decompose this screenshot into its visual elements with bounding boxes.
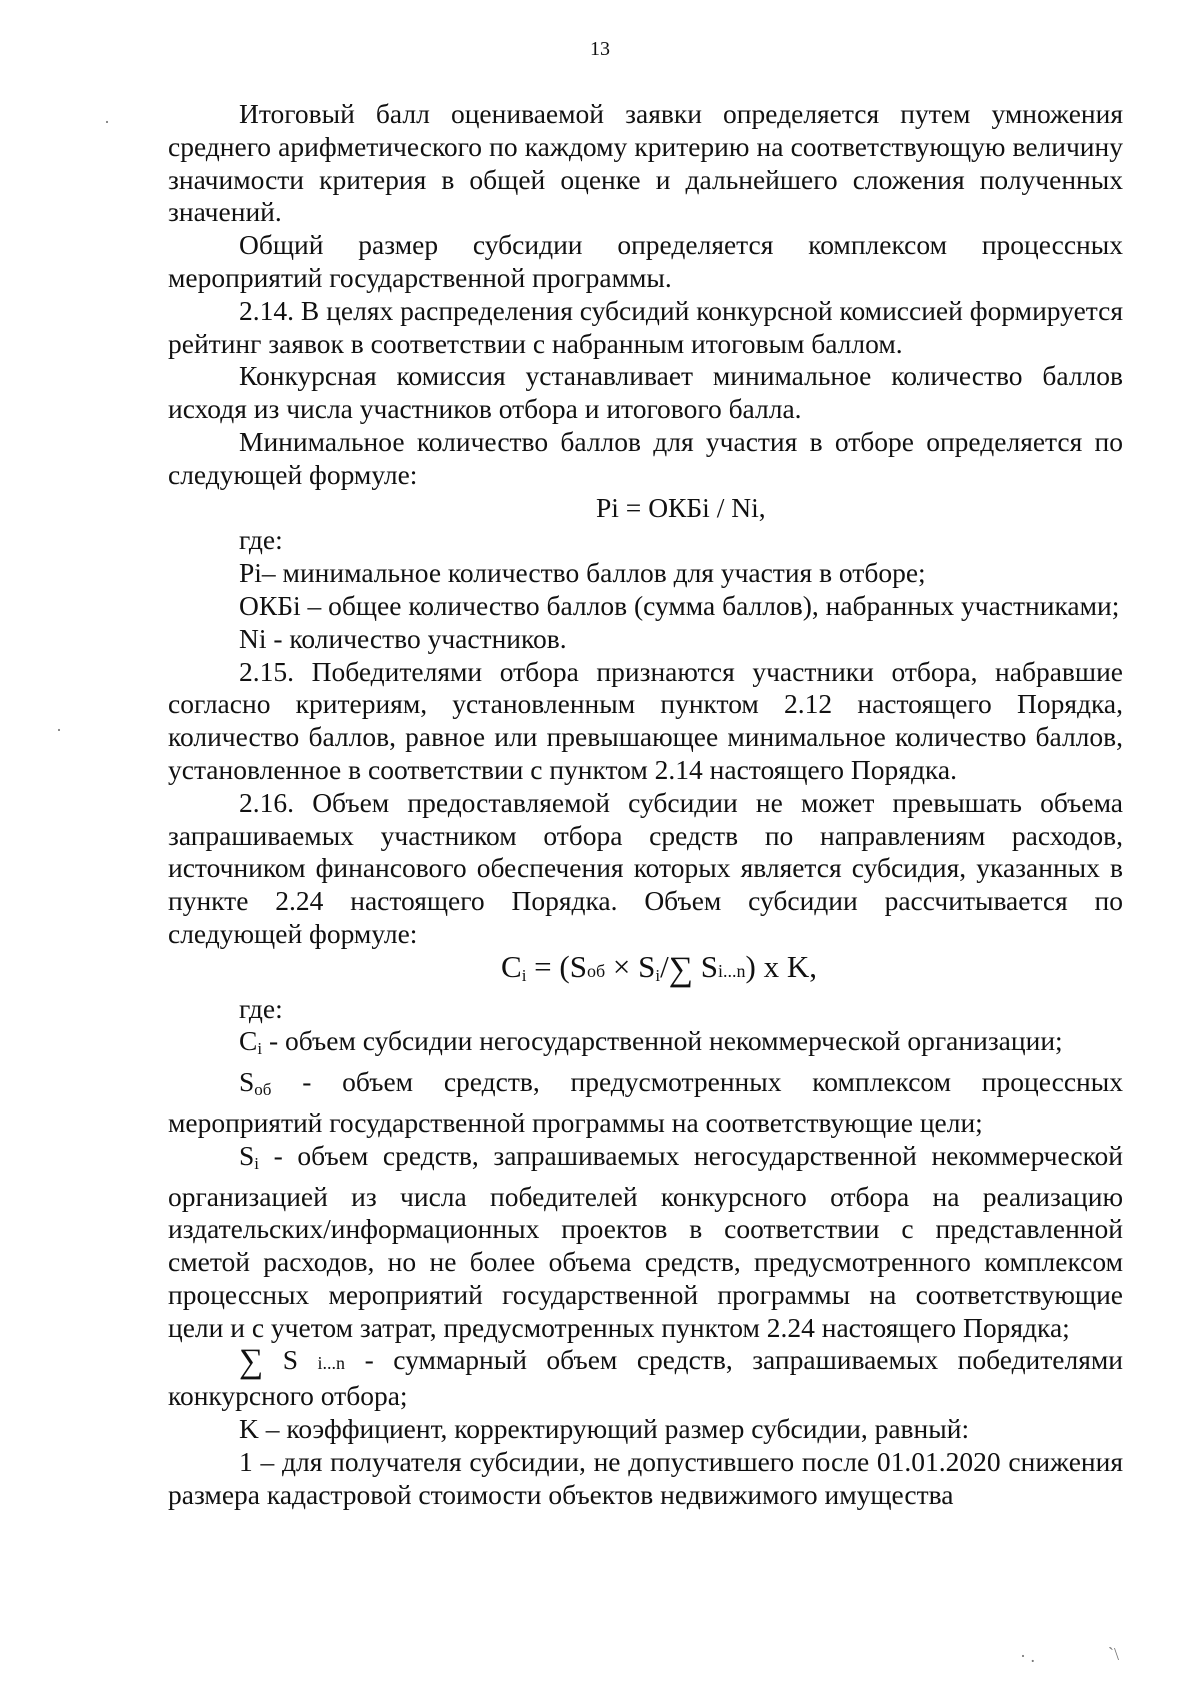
- symbol-sum-range: i...n: [317, 1353, 346, 1374]
- symbol-si-index: i: [254, 1153, 260, 1173]
- definition-sum: [168, 1344, 1123, 1413]
- definition-ci-text: - объем субсидии негосударственной некоммерческой организации;: [268, 1025, 1063, 1057]
- formula-close: ) x K,: [745, 948, 817, 984]
- definition-okbi: ОКБi – общее количество баллов (сумма баллов), набранных участниками;: [239, 589, 1120, 621]
- formula-open: = (S: [526, 948, 587, 984]
- formula-times-s: × S: [605, 948, 656, 984]
- scan-dot-mark: ·: [104, 112, 110, 132]
- formula-c: C: [501, 948, 522, 984]
- sum-sigma-icon: ∑: [668, 950, 693, 988]
- where-label-1: где:: [239, 524, 283, 556]
- formula-s2: S: [692, 948, 718, 984]
- formula-ob-index: об: [586, 960, 606, 981]
- definition-si-text: - объем средств, запрашиваемых негосударственной некоммерческой организацией из числа победителей конкурсного отбора на реализацию издательских/информационных проектов в соответствии с представленной сметой расходов, но не более объема средств, предусмотренного комплексом процессных мероприятий государственной программы на соответствующие цели и с учетом затрат, предусмотренных пунктом 2.24 настоящего Порядка;: [168, 1139, 1123, 1343]
- formula-slash: /: [660, 948, 669, 984]
- symbol-ob-index: об: [254, 1080, 272, 1100]
- formula-c-index: i: [521, 965, 527, 985]
- formula-subsidy-volume: [168, 948, 1123, 993]
- paragraph-2-15: 2.15. Победителями отбора признаются участники отбора, набравшие согласно критериям, установленным пунктом 2.12 настоящего Порядка, количество баллов, равное или превышающее минимальное количество баллов, установленное в соответствии с пунктом 2.14 настоящего Порядка.: [168, 655, 1123, 785]
- definition-sum-text: - суммарный объем средств, запрашиваемых победителями конкурсного отбора;: [168, 1344, 1123, 1412]
- paragraph-final-score: Итоговый балл оцениваемой заявки определяется путем умножения среднего арифметического по каждому критерию на соответствующую величину значимости критерия в общей оценке и дальнейшего сложения полученных значений.: [168, 98, 1123, 228]
- paragraph-2-14: 2.14. В целях распределения субсидий конкурсной комиссией формируется рейтинг заявок в соответствии с набранным итоговым баллом.: [168, 294, 1123, 359]
- where-label-2: где:: [239, 992, 283, 1024]
- symbol-c-index: i: [257, 1039, 263, 1059]
- document-body: [168, 98, 1123, 1511]
- definition-k: K – коэффициент, корректирующий размер субсидии, равный:: [239, 1413, 970, 1445]
- paragraph-commission-minimum: Конкурсная комиссия устанавливает минимальное количество баллов исходя из числа участников отбора и итогового балла.: [168, 360, 1123, 425]
- formula-minimum-score: Pi = ОКБi / Ni,: [596, 491, 766, 523]
- symbol-c: C: [239, 1025, 258, 1057]
- scan-dot-mark: · .: [1020, 1646, 1035, 1666]
- formula-s-index: i: [655, 965, 661, 985]
- definition-pi: Pi– минимальное количество баллов для участия в отборе;: [239, 557, 926, 589]
- symbol-s-ob: S: [239, 1066, 255, 1098]
- sigma-icon: ∑: [239, 1343, 264, 1381]
- definition-ci: [168, 1025, 1123, 1066]
- symbol-s-i: S: [239, 1139, 255, 1171]
- scan-tick-mark: `\: [1108, 1644, 1119, 1664]
- definition-sob-text: - объем средств, предусмотренных комплексом процессных мероприятий государственной программы на соответствующие цели;: [168, 1066, 1123, 1138]
- paragraph-minimum-formula-intro: Минимальное количество баллов для участия в отборе определяется по следующей формуле:: [168, 425, 1123, 490]
- page-number: 13: [590, 38, 610, 60]
- paragraph-2-16: 2.16. Объем предоставляемой субсидии не может превышать объема запрашиваемых участником отбора средств по направлениям расходов, источником финансового обеспечения которых является субсидия, указанных в пункте 2.24 настоящего Порядка. Объем субсидии рассчитывается по следующей формуле:: [168, 786, 1123, 949]
- definition-ni: Ni - количество участников.: [239, 622, 567, 654]
- formula-range-index: i...n: [717, 960, 746, 981]
- definition-sob: [168, 1066, 1123, 1140]
- symbol-sum-s: S: [282, 1344, 299, 1376]
- paragraph-k-one: 1 – для получателя субсидии, не допустившего после 01.01.2020 снижения размера кадастровой стоимости объектов недвижимого имущества: [168, 1445, 1123, 1510]
- definition-si: [168, 1140, 1123, 1345]
- scan-dot-mark: ·: [56, 720, 62, 740]
- paragraph-total-subsidy: Общий размер субсидии определяется комплексом процессных мероприятий государственной программы.: [168, 229, 1123, 293]
